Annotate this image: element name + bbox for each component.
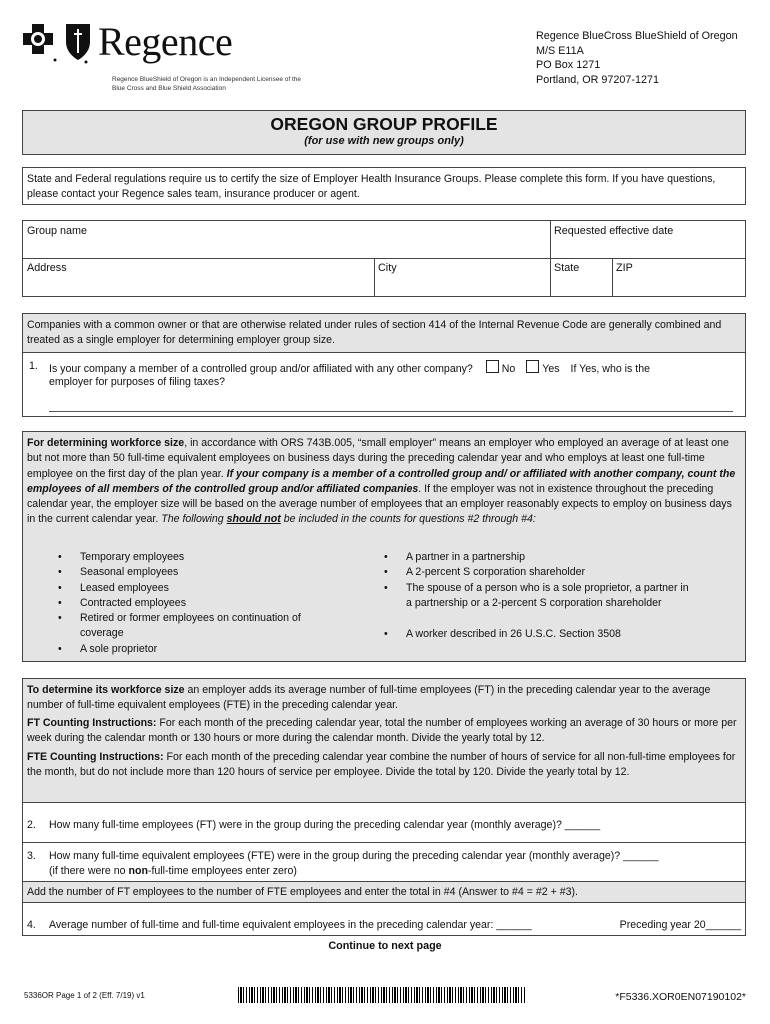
preceding-year-field[interactable]: Preceding year 20______ [619,919,741,931]
q1-tail: If Yes, who is the [570,363,651,375]
exclusion-intro: The following [161,513,227,526]
no-checkbox[interactable] [486,360,499,373]
determine-paragraph [27,683,741,714]
q3-question[interactable]: How many full-time equivalent employees (FTE) were in the group during the preceding calendar year (monthly average)? ______ [49,850,659,862]
address-line: Portland, OR 97207-1271 [536,73,660,86]
right-bullet: • A partner in a partnership [384,551,525,563]
exclusion-intro-2: be included in the counts for questions #2 through #4: [280,513,536,526]
right-bullet: • The spouse of a person who is a sole proprietor, a partner in a partnership or a 2-percent S corporation shareholder [384,582,689,610]
workforce-paragraph [27,436,741,528]
q3-number: 3. [27,850,36,862]
left-bullet: • Contracted employees [58,597,186,609]
fte-instructions [27,750,741,781]
yes-label: Yes [542,363,560,375]
address-field[interactable]: Address [27,262,67,274]
employer-answer-line[interactable] [49,411,733,412]
group-fields [22,220,746,297]
determine-text: an employer adds its average number of full-time employees (FT) in the preceding calendar year to the average number of full-time equivalent employees (FTE) in the preceding calendar year. [27,684,711,712]
q1-line2: employer for purposes of filing taxes? [49,376,226,388]
continue-note: Continue to next page [328,940,442,952]
q3-note-bold: non [128,865,148,877]
address-line: Regence BlueCross BlueShield of Oregon [536,30,738,42]
controlled-intro: Companies with a common owner or that are otherwise related under rules of section 414 of the Internal Revenue Code are generally combined and treated as a single employer for determining employer group size. [27,319,722,347]
left-bullet: • Temporary employees [58,551,185,563]
q3-note-c: -full-time employees enter zero) [147,865,297,877]
yes-checkbox[interactable] [526,360,539,373]
address-line: PO Box 1271 [536,59,601,71]
q2-question[interactable]: How many full-time employees (FT) were in the group during the preceding calendar year (monthly average)? ______ [49,819,601,831]
intro-text: State and Federal regulations require us to certify the size of Employer Health Insurance Groups. Please complete this form. If you have questions, please contact your Regence sales team, insurance producer or agent. [27,173,716,201]
intro-box [22,167,746,205]
q3-note-a: (if there were no [49,865,129,877]
mailing-address [536,29,738,87]
right-bullet: • A 2-percent S corporation shareholder [384,566,586,578]
logo-wordmark: Regence [98,19,233,64]
left-bullet: • Seasonal employees [58,566,179,578]
workforce-text: , in accordance with ORS 743B.005, “small employer” means an employer who employed an average of at least one but not more than 50 full-time equivalent employees on business days during the preceding calendar year and who employs at least one full-time employee on the first day of the plan year. [27,437,729,480]
barcode [238,987,526,1003]
should-not-emphasis: should not [226,513,281,526]
address-line: M/S E11A [536,44,584,57]
left-bullet: • Retired or former employees on continuation of coverage [58,612,301,640]
q4-question[interactable]: Average number of full-time and full-time equivalent employees in the preceding calendar year: ______ [49,919,532,931]
cross-shield-icon [22,20,94,66]
add-instruction: Add the number of FT employees to the number of FTE employees and enter the total in #4 (Answer to #4 = #2 + #3). [27,886,578,898]
workforce-section [22,431,746,662]
ft-text: For each month of the preceding calendar year, total the number of employees working an average of 30 hours or more per week during the calendar month or 130 hours or more during the calendar month. Divide the yearly total by 12. [27,717,737,745]
effective-date-field[interactable]: Requested effective date [554,225,674,237]
logo-tagline: Regence BlueShield of Oregon is an Independent Licensee of the Blue Cross and Blue Shield Association [112,76,301,92]
group-name-field[interactable]: Group name [27,225,88,237]
determine-heading: To determine its workforce size [27,684,185,696]
controlled-group-section [22,313,746,417]
q1-text: Is your company a member of a controlled group and/or affiliated with any other company? [49,363,473,375]
q4-number: 4. [27,919,36,931]
page-title: OREGON GROUP PROFILE [270,114,498,134]
fte-heading: FTE Counting Instructions: [27,751,164,763]
form-id: 5336OR Page 1 of 2 (Eff. 7/19) v1 [24,991,145,1000]
zip-field[interactable]: ZIP [616,262,633,274]
workforce-emphasis: If your company is a member of a controlled group and/ or affiliated with another company, count the employees of all members of the controlled group and/or affiliated companies [27,467,736,495]
right-bullet: • A worker described in 26 U.S.C. Section 3508 [384,628,621,640]
workforce-text-2: . If the employer was not in existence throughout the preceding calendar year, the employer size will be based on the average number of employees that an employer reasonably expects to employ on business days in the current calendar year. [27,482,732,526]
bcbs-logo [22,20,94,66]
q3-note [49,865,297,877]
ft-instructions [27,716,741,747]
q1-question [49,360,741,377]
state-field[interactable]: State [554,262,580,274]
determine-section [22,678,746,936]
ft-heading: FT Counting Instructions: [27,717,157,729]
q1-number: 1. [29,360,38,372]
workforce-heading: For determining workforce size [27,437,185,449]
left-bullet: • Leased employees [58,582,169,594]
q2-number: 2. [27,819,36,831]
fte-text: For each month of the preceding calendar year combine the number of hours of service for all non-full-time employees for the month, but do not include more than 120 hours of service per employee. Divide the total by 120. Divide the yearly total by 12. [27,751,736,779]
no-label: No [501,363,516,375]
barcode-text: *F5336.XOR0EN07190102* [615,991,746,1003]
city-field[interactable]: City [378,262,397,274]
page-subtitle: (for use with new groups only) [304,135,464,147]
title-box [22,110,746,155]
left-bullet: • A sole proprietor [58,643,158,655]
